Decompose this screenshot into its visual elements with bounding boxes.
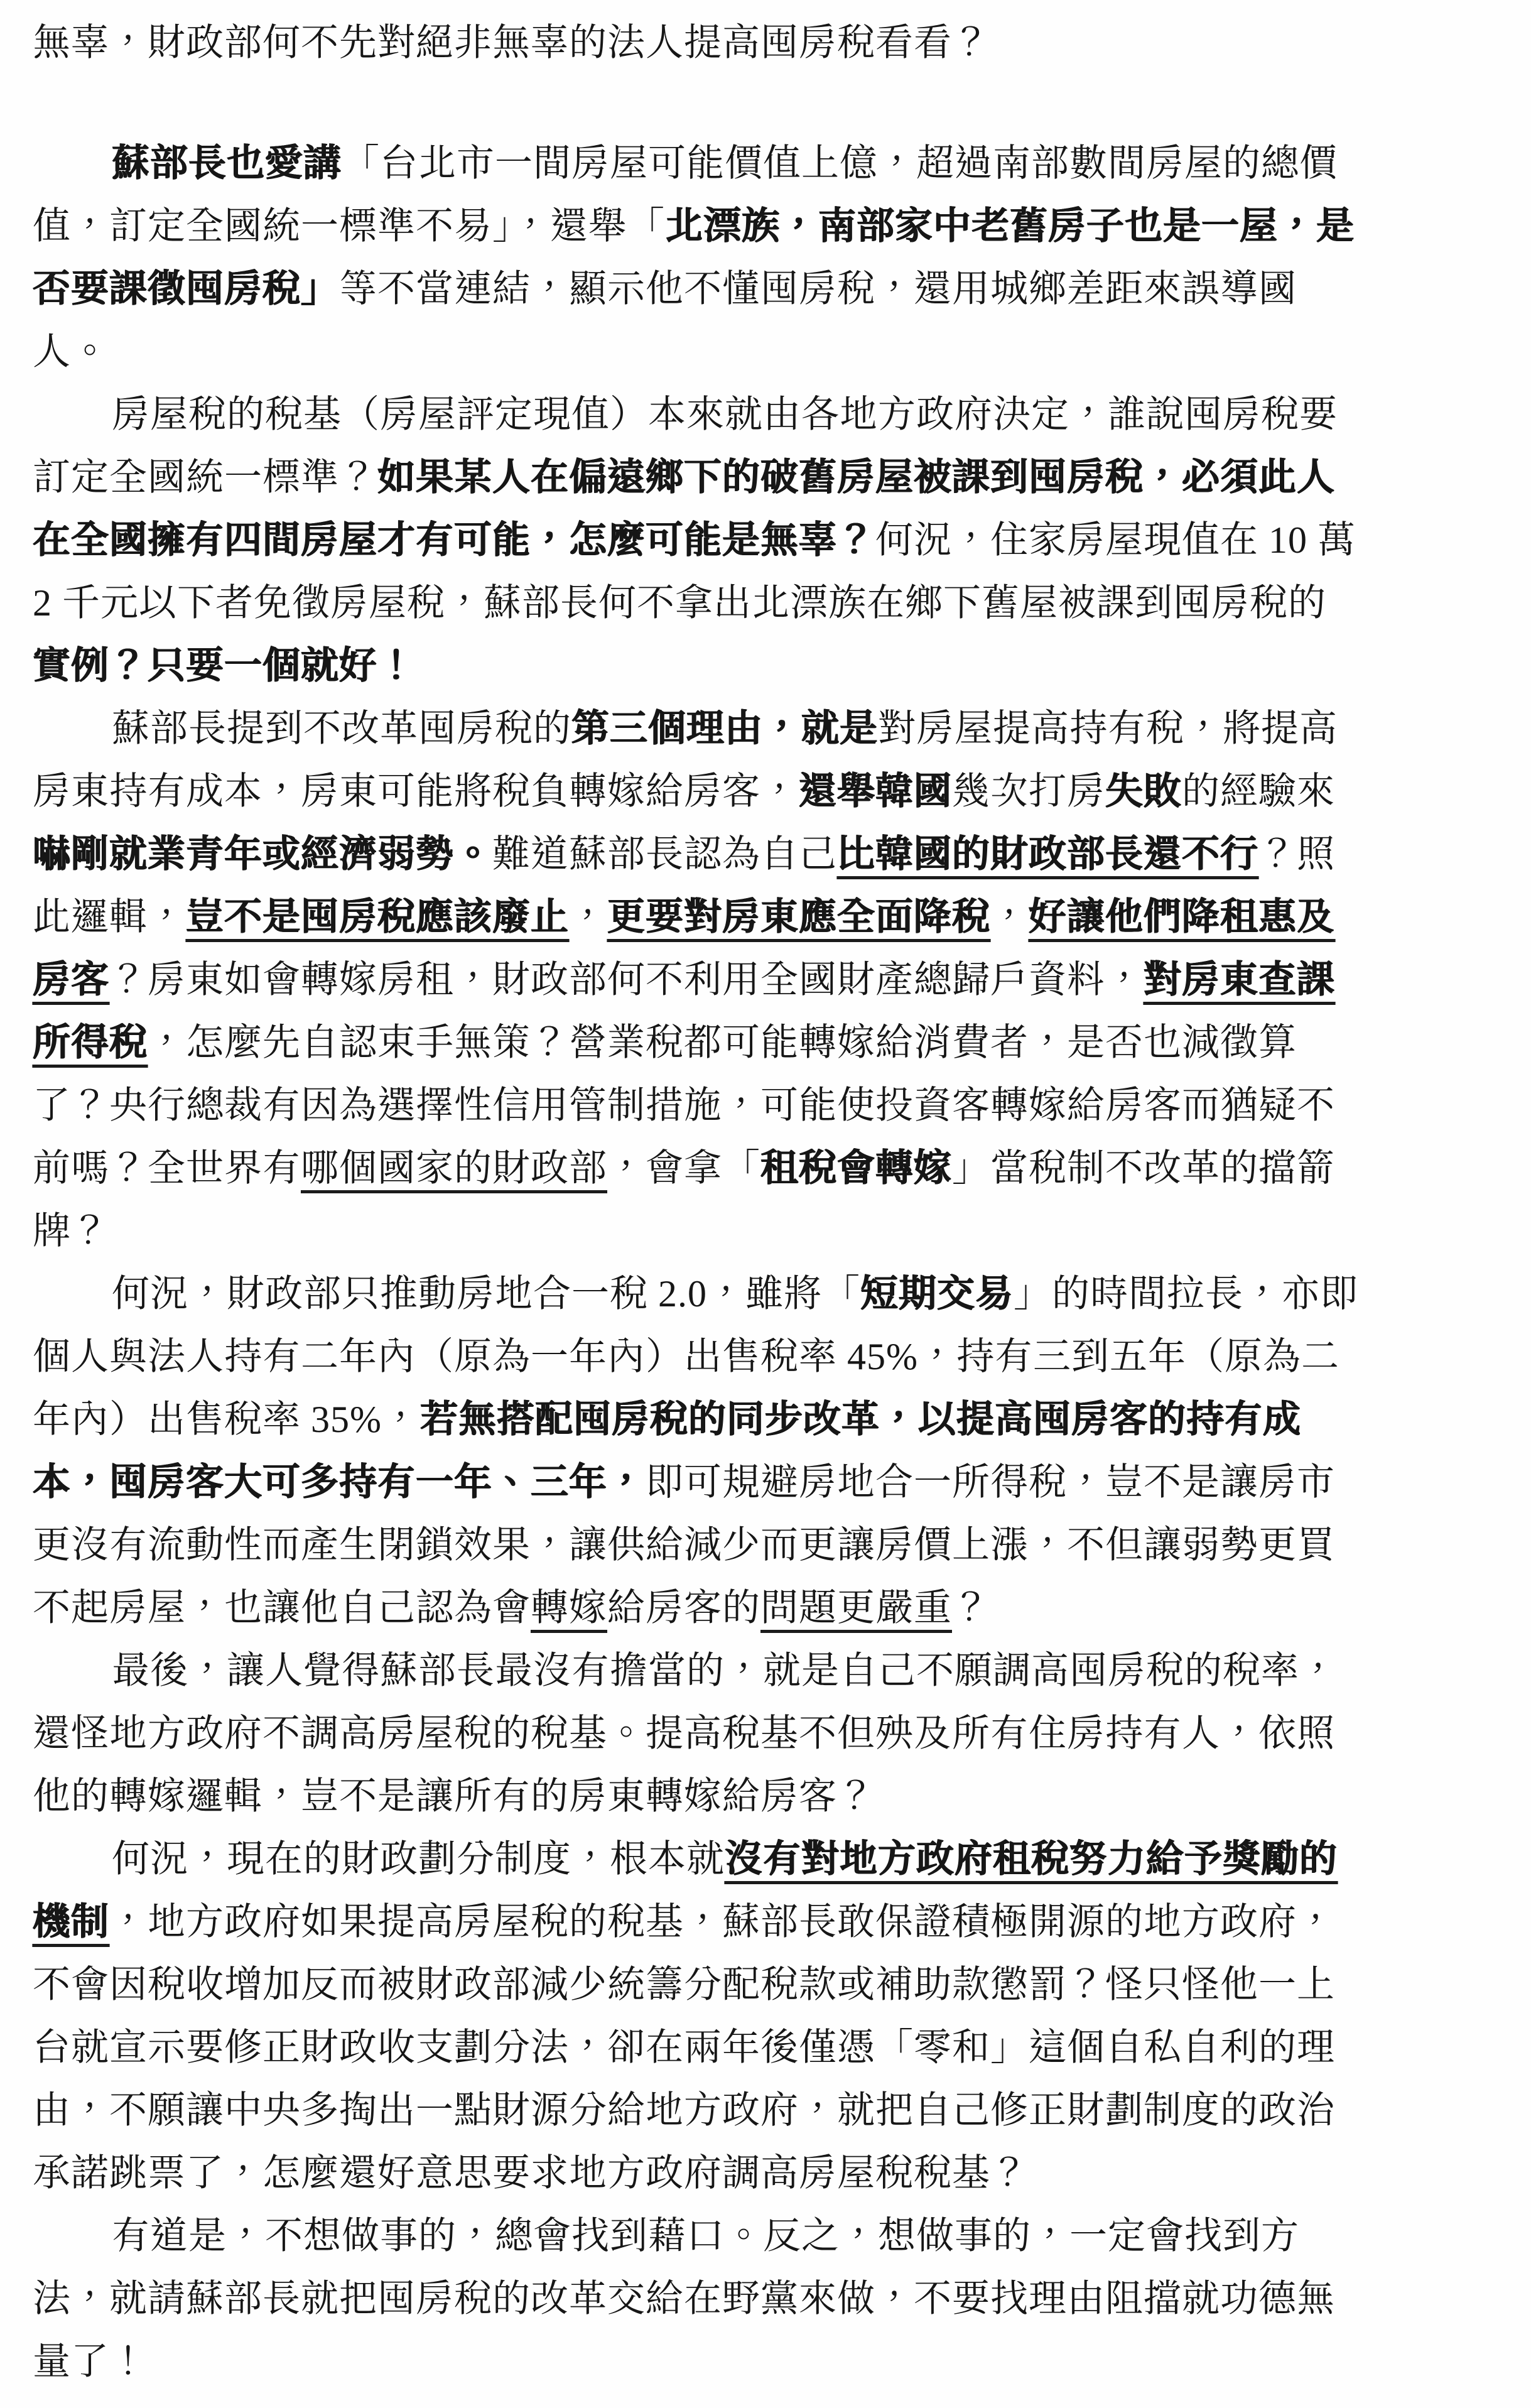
text-segment: 即可規避房地合一所得稅，豈不是讓房市	[646, 1462, 1335, 1503]
text-segment: 個人與法人持有二年內（原為一年內）出售稅率 45%，持有三到五年（原為二	[33, 1336, 1339, 1377]
text-segment: 房客	[33, 959, 109, 1001]
text-segment: 幾次打房	[952, 771, 1105, 812]
text-segment: 租稅會轉嫁	[760, 1147, 952, 1189]
text-segment: 短期交易	[860, 1273, 1014, 1315]
text-segment: 無辜，財政部何不先對絕非無辜的法人提高囤房稅看看？	[33, 22, 990, 63]
text-line	[33, 509, 1501, 572]
text-segment: 訂定全國統一標準？	[33, 457, 377, 498]
text-segment: 對房東查課	[1144, 959, 1335, 1001]
text-segment: 蘇部長也愛講	[112, 143, 342, 184]
text-segment: 的經驗來	[1182, 771, 1335, 812]
text-segment: 實例？只要一個就好！	[33, 645, 416, 686]
text-line	[33, 634, 1501, 697]
text-segment: 第三個理由，就是	[571, 708, 878, 749]
text-segment: 值，訂定全國統一標準不易」，還舉「	[33, 205, 665, 247]
text-line	[33, 1702, 1501, 1765]
text-line	[33, 132, 1501, 195]
text-line	[33, 2079, 1501, 2142]
text-segment: ，會拿「	[607, 1147, 760, 1189]
text-line	[33, 697, 1501, 760]
text-line	[33, 1262, 1501, 1325]
text-line	[33, 2016, 1501, 2079]
text-segment: 何況，財政部只推動房地合一稅 2.0，雖將「	[112, 1273, 860, 1315]
text-line	[33, 1514, 1501, 1576]
text-segment: 承諾跳票了，怎麼還好意思要求地方政府調高房屋稅稅基？	[33, 2152, 1029, 2194]
text-segment: ？照	[1258, 833, 1335, 875]
text-line	[33, 948, 1501, 1011]
text-segment: 量了！	[33, 2341, 148, 2382]
text-segment: 由，不願讓中央多掏出一點財源分給地方政府，就把自己修正財劃制度的政治	[33, 2090, 1335, 2131]
text-segment: 有道是，不想做事的，總會找到藉口。反之，想做事的，一定會找到方	[112, 2215, 1299, 2257]
text-segment: 「台北市一間房屋可能價值上億，超過南部數間房屋的總價	[342, 143, 1338, 184]
text-segment: 哪個國家的財政部	[301, 1147, 607, 1189]
text-segment: 2 千元以下者免徵房屋稅，蘇部長何不拿出北漂族在鄉下舊屋被課到囤房稅的	[33, 582, 1326, 624]
text-line	[33, 1325, 1501, 1388]
text-segment: 法，就請蘇部長就把囤房稅的改革交給在野黨來做，不要找理由阻擋就功德無	[33, 2278, 1335, 2319]
text-line	[33, 1200, 1501, 1262]
text-line	[33, 383, 1501, 446]
text-segment: 本，囤房客大可多持有一年、三年，	[33, 1462, 646, 1503]
text-segment: 此邏輯，	[33, 896, 186, 938]
text-line	[33, 2267, 1501, 2330]
text-segment: 難道蘇部長認為自己	[492, 833, 837, 875]
text-line	[33, 2142, 1501, 2205]
text-segment: 還怪地方政府不調高房屋稅的稅基。提高稅基不但殃及所有住房持有人，依照	[33, 1713, 1335, 1754]
text-segment: ，怎麼先自認束手無策？營業稅都可能轉嫁給消費者，是否也減徵算	[148, 1022, 1297, 1063]
paragraph	[33, 11, 1501, 74]
text-segment: 最後，讓人覺得蘇部長最沒有擔當的，就是自己不願調高囤房稅的稅率，	[112, 1650, 1338, 1691]
text-segment: 機制	[33, 1901, 109, 1943]
text-segment: 何況，住家房屋現值在 10 萬	[875, 519, 1356, 561]
text-segment: 人。	[33, 331, 109, 372]
text-segment: 給房客的	[607, 1587, 760, 1629]
text-segment: 」當稅制不改革的擋箭	[952, 1147, 1335, 1189]
paragraph	[33, 132, 1501, 383]
text-segment: 還舉韓國	[799, 771, 952, 812]
text-segment: 對房屋提高持有稅，將提高	[878, 708, 1338, 749]
text-segment: 不起房屋，也讓他自己認為會	[33, 1587, 531, 1629]
paragraph	[33, 1828, 1501, 2205]
text-segment: ，地方政府如果提高房屋稅的稅基，蘇部長敢保證積極開源的地方政府，	[109, 1901, 1335, 1943]
text-line	[33, 823, 1501, 886]
text-segment: 如果某人在偏遠鄉下的破舊房屋被課到囤房稅，必須此人	[377, 457, 1335, 498]
text-segment: 失敗	[1105, 771, 1182, 812]
text-line	[33, 1828, 1501, 1890]
text-line	[33, 1074, 1501, 1137]
text-line	[33, 446, 1501, 509]
text-segment: 了？央行總裁有因為選擇性信用管制措施，可能使投資客轉嫁給房客而猶疑不	[33, 1085, 1335, 1126]
text-line	[33, 1137, 1501, 1200]
text-segment: 房東持有成本，房東可能將稅負轉嫁給房客，	[33, 771, 799, 812]
text-segment: 嚇剛就業青年或經濟弱勢。	[33, 833, 492, 875]
text-line	[33, 195, 1501, 258]
text-segment: 轉嫁	[531, 1587, 607, 1629]
text-segment: 所得稅	[33, 1022, 148, 1063]
text-line	[33, 1451, 1501, 1514]
text-line	[33, 320, 1501, 383]
document-body	[33, 11, 1501, 2393]
text-segment: 否要課徵囤房稅」	[33, 268, 339, 310]
text-segment: 蘇部長提到不改革囤房稅的	[112, 708, 571, 749]
text-segment: 不會因稅收增加反而被財政部減少統籌分配稅款或補助款懲罰？怪只怪他一上	[33, 1964, 1335, 2005]
text-line	[33, 1576, 1501, 1639]
text-segment: 房屋稅的稅基（房屋評定現值）本來就由各地方政府決定，誰說囤房稅要	[112, 394, 1338, 435]
text-line	[33, 258, 1501, 320]
text-segment: 他的轉嫁邏輯，豈不是讓所有的房東轉嫁給房客？	[33, 1776, 875, 1817]
text-segment: ，	[990, 896, 1029, 938]
text-line	[33, 11, 1501, 74]
text-segment: ？	[952, 1587, 990, 1629]
text-segment: 前嗎？全世界有	[33, 1147, 301, 1189]
text-line	[33, 1011, 1501, 1074]
text-segment: 沒有對地方政府租稅努力給予獎勵的	[725, 1838, 1338, 1880]
text-segment: 問題更嚴重	[760, 1587, 952, 1629]
text-segment: 豈不是囤房稅應該廢止	[186, 896, 569, 938]
text-segment: 北漂族，南部家中老舊房子也是一屋，是	[665, 205, 1355, 247]
text-segment: 台就宣示要修正財政收支劃分法，卻在兩年後僅憑「零和」這個自私自利的理	[33, 2027, 1335, 2068]
text-line	[33, 572, 1501, 634]
text-line	[33, 2205, 1501, 2267]
text-line	[33, 760, 1501, 823]
text-segment: 等不當連結，顯示他不懂囤房稅，還用城鄉差距來誤導國	[339, 268, 1297, 310]
text-line	[33, 1953, 1501, 2016]
text-line	[33, 1890, 1501, 1953]
paragraph	[33, 383, 1501, 697]
text-line	[33, 886, 1501, 948]
text-segment: ，	[569, 896, 607, 938]
text-segment: 何況，現在的財政劃分制度，根本就	[112, 1838, 725, 1880]
text-segment: 若無搭配囤房稅的同步改革，以提高囤房客的持有成	[419, 1399, 1301, 1440]
text-segment: 更要對房東應全面降稅	[607, 896, 990, 938]
paragraph	[33, 1639, 1501, 1828]
text-line	[33, 2330, 1501, 2393]
text-segment: 年內）出售稅率 35%，	[33, 1399, 420, 1440]
text-segment: 比韓國的財政部長還不行	[837, 833, 1258, 875]
text-segment: 好讓他們降租惠及	[1029, 896, 1335, 938]
text-segment: 更沒有流動性而產生閉鎖效果，讓供給減少而更讓房價上漲，不但讓弱勢更買	[33, 1524, 1335, 1566]
text-segment: 牌？	[33, 1210, 109, 1252]
text-segment: 」的時間拉長，亦即	[1014, 1273, 1358, 1315]
text-segment: ？房東如會轉嫁房租，財政部何不利用全國財產總歸戶資料，	[109, 959, 1144, 1001]
paragraph	[33, 1262, 1501, 1639]
text-line	[33, 1639, 1501, 1702]
paragraph	[33, 2205, 1501, 2393]
text-line	[33, 1388, 1501, 1451]
text-segment: 在全國擁有四間房屋才有可能，怎麼可能是無辜？	[33, 519, 875, 561]
paragraph	[33, 697, 1501, 1262]
text-line	[33, 1765, 1501, 1828]
